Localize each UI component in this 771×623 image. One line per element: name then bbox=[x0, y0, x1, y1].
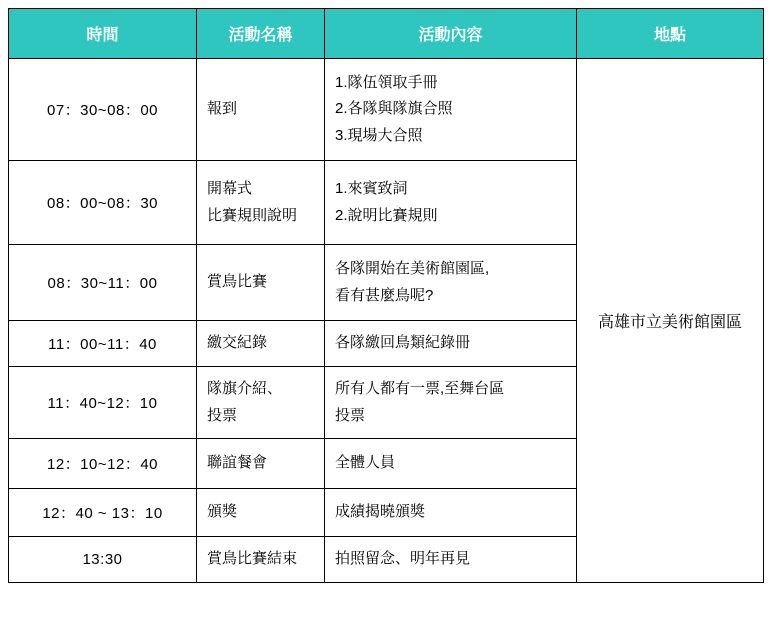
activity-name-line: 賞鳥比賽 bbox=[207, 273, 268, 291]
activity-name-line: 頒獎 bbox=[207, 503, 238, 521]
cell-time: 13:30 bbox=[9, 537, 197, 583]
activity-content-line: 各隊開始在美術館園區, bbox=[335, 260, 490, 278]
activity-content-line: 投票 bbox=[335, 406, 366, 424]
cell-activity-name bbox=[197, 367, 325, 439]
activity-name-line: 比賽規則說明 bbox=[207, 206, 298, 224]
cell-activity-content bbox=[325, 367, 577, 439]
cell-time: 08：30~11：00 bbox=[9, 245, 197, 321]
activity-name-line: 投票 bbox=[207, 406, 238, 424]
cell-time: 12：40 ~ 13：10 bbox=[9, 489, 197, 537]
activity-content-line: 3.現場大合照 bbox=[335, 126, 423, 144]
activity-name-line: 報到 bbox=[207, 100, 238, 118]
table-row bbox=[9, 59, 764, 161]
cell-time: 07：30~08：00 bbox=[9, 59, 197, 161]
cell-activity-name bbox=[197, 59, 325, 161]
activity-content-line: 2.各隊與隊旗合照 bbox=[335, 100, 453, 118]
cell-activity-content bbox=[325, 59, 577, 161]
activity-name-line: 開幕式 bbox=[207, 180, 253, 198]
activity-name-line: 賞鳥比賽結束 bbox=[207, 550, 298, 568]
cell-time: 11：40~12：10 bbox=[9, 367, 197, 439]
cell-place: 高雄市立美術館園區 bbox=[577, 59, 764, 583]
cell-time: 11：00~11：40 bbox=[9, 321, 197, 367]
activity-name-line: 繳交紀錄 bbox=[207, 334, 268, 352]
cell-activity-name bbox=[197, 321, 325, 367]
cell-activity-name bbox=[197, 439, 325, 489]
activity-name-line: 聯誼餐會 bbox=[207, 454, 268, 472]
activity-content-line: 1.隊伍領取手冊 bbox=[335, 74, 438, 92]
column-header-place: 地點 bbox=[577, 9, 764, 59]
column-header-activity-name: 活動名稱 bbox=[197, 9, 325, 59]
cell-activity-content bbox=[325, 489, 577, 537]
cell-time: 08：00~08：30 bbox=[9, 161, 197, 245]
table-header-row bbox=[9, 9, 764, 59]
column-header-activity-content: 活動內容 bbox=[325, 9, 577, 59]
activity-content-line: 拍照留念、明年再見 bbox=[335, 550, 471, 568]
activity-content-line: 各隊繳回鳥類紀錄冊 bbox=[335, 334, 471, 352]
cell-activity-name bbox=[197, 489, 325, 537]
activity-content-line: 全體人員 bbox=[335, 454, 396, 472]
activity-content-line: 看有甚麼鳥呢? bbox=[335, 286, 434, 304]
activity-name-line: 隊旗介紹、 bbox=[207, 380, 283, 398]
event-schedule-table bbox=[8, 8, 764, 583]
cell-activity-content bbox=[325, 321, 577, 367]
activity-content-line: 2.說明比賽規則 bbox=[335, 206, 438, 224]
cell-time: 12：10~12：40 bbox=[9, 439, 197, 489]
cell-activity-name bbox=[197, 161, 325, 245]
cell-activity-name bbox=[197, 245, 325, 321]
cell-activity-name bbox=[197, 537, 325, 583]
column-header-time: 時間 bbox=[9, 9, 197, 59]
cell-activity-content bbox=[325, 537, 577, 583]
activity-content-line: 1.來賓致詞 bbox=[335, 180, 408, 198]
activity-content-line: 所有人都有一票,至舞台區 bbox=[335, 380, 505, 398]
activity-content-line: 成績揭曉頒獎 bbox=[335, 503, 426, 521]
cell-activity-content bbox=[325, 245, 577, 321]
cell-activity-content bbox=[325, 439, 577, 489]
cell-activity-content bbox=[325, 161, 577, 245]
